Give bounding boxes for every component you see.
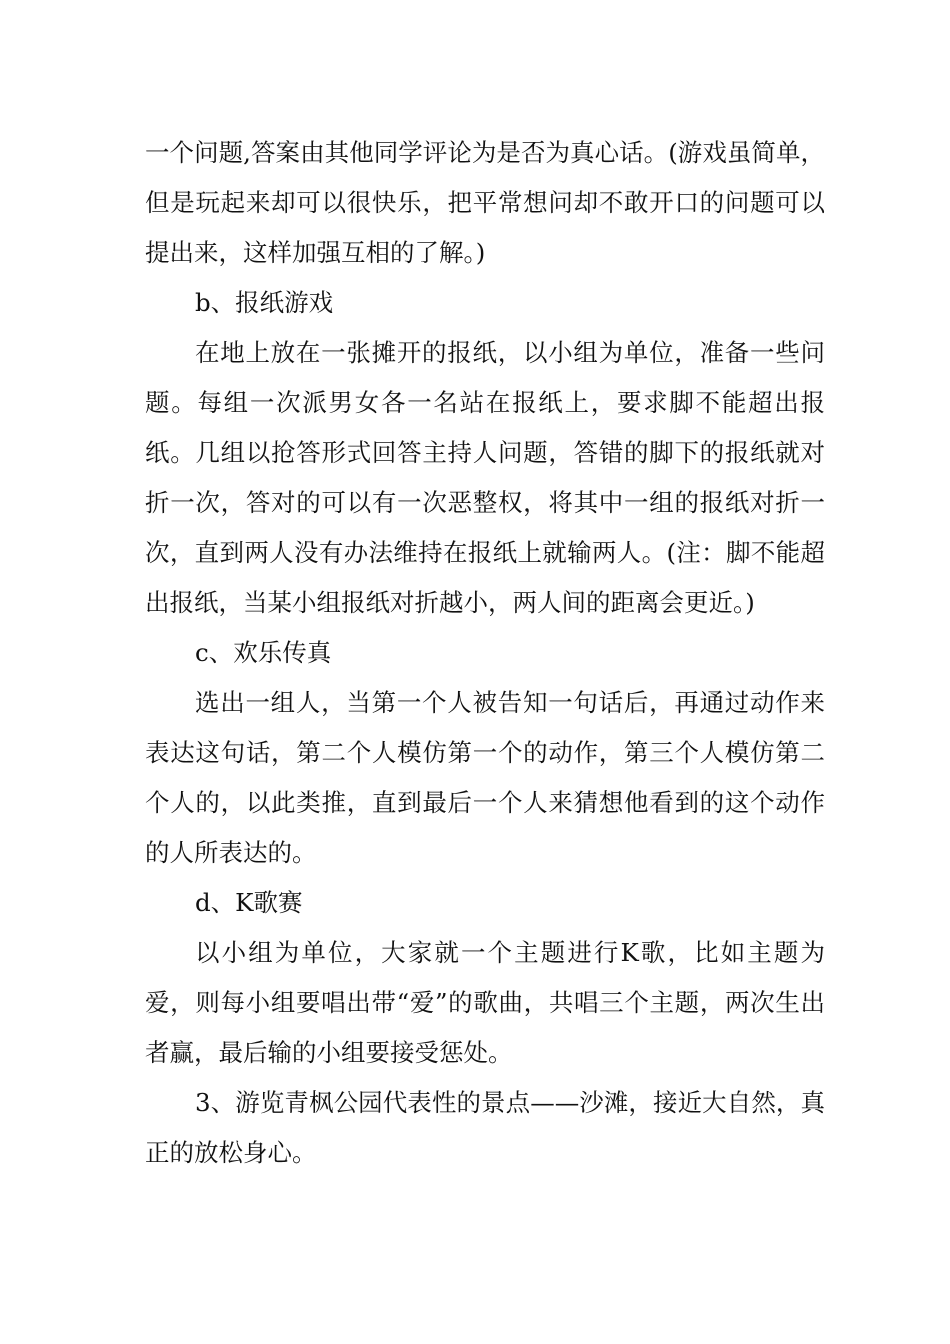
document-body	[145, 128, 825, 1178]
heading-happy-fax: c、欢乐传真	[195, 638, 332, 667]
paragraph-newspaper-game: 在地上放在一张摊开的报纸，以小组为单位，准备一些问题。每组一次派男女各一名站在报纸上，要求脚不能超出报纸。几组以抢答形式回答主持人问题，答错的脚下的报纸就对折一次，答对的可以有一次恶整权，将其中一组的报纸对折一次，直到两人没有办法维持在报纸上就输两人。(注：脚不能超出报纸，当某小组报纸对折越小，两人间的距离会更近。)	[145, 338, 825, 617]
paragraph-truth-game-end: 一个问题,答案由其他同学评论为是否为真心话。(游戏虽简单，但是玩起来却可以很快乐，把平常想问却不敢开口的问题可以提出来，这样加强互相的了解。)	[145, 138, 825, 267]
paragraph-park-visit: 3、游览青枫公园代表性的景点——沙滩，接近大自然，真正的放松身心。	[145, 1088, 825, 1167]
heading-newspaper-game: b、报纸游戏	[195, 288, 334, 317]
paragraph-karaoke-contest: 以小组为单位，大家就一个主题进行K歌，比如主题为爱，则每小组要唱出带“爱”的歌曲，共唱三个主题，两次生出者赢，最后输的小组要接受惩处。	[145, 938, 825, 1067]
paragraph-happy-fax: 选出一组人，当第一个人被告知一句话后，再通过动作来表达这句话，第二个人模仿第一个的动作，第三个人模仿第二个人的，以此类推，直到最后一个人来猜想他看到的这个动作的人所表达的。	[145, 688, 825, 867]
heading-karaoke-contest: d、K歌赛	[195, 888, 303, 917]
